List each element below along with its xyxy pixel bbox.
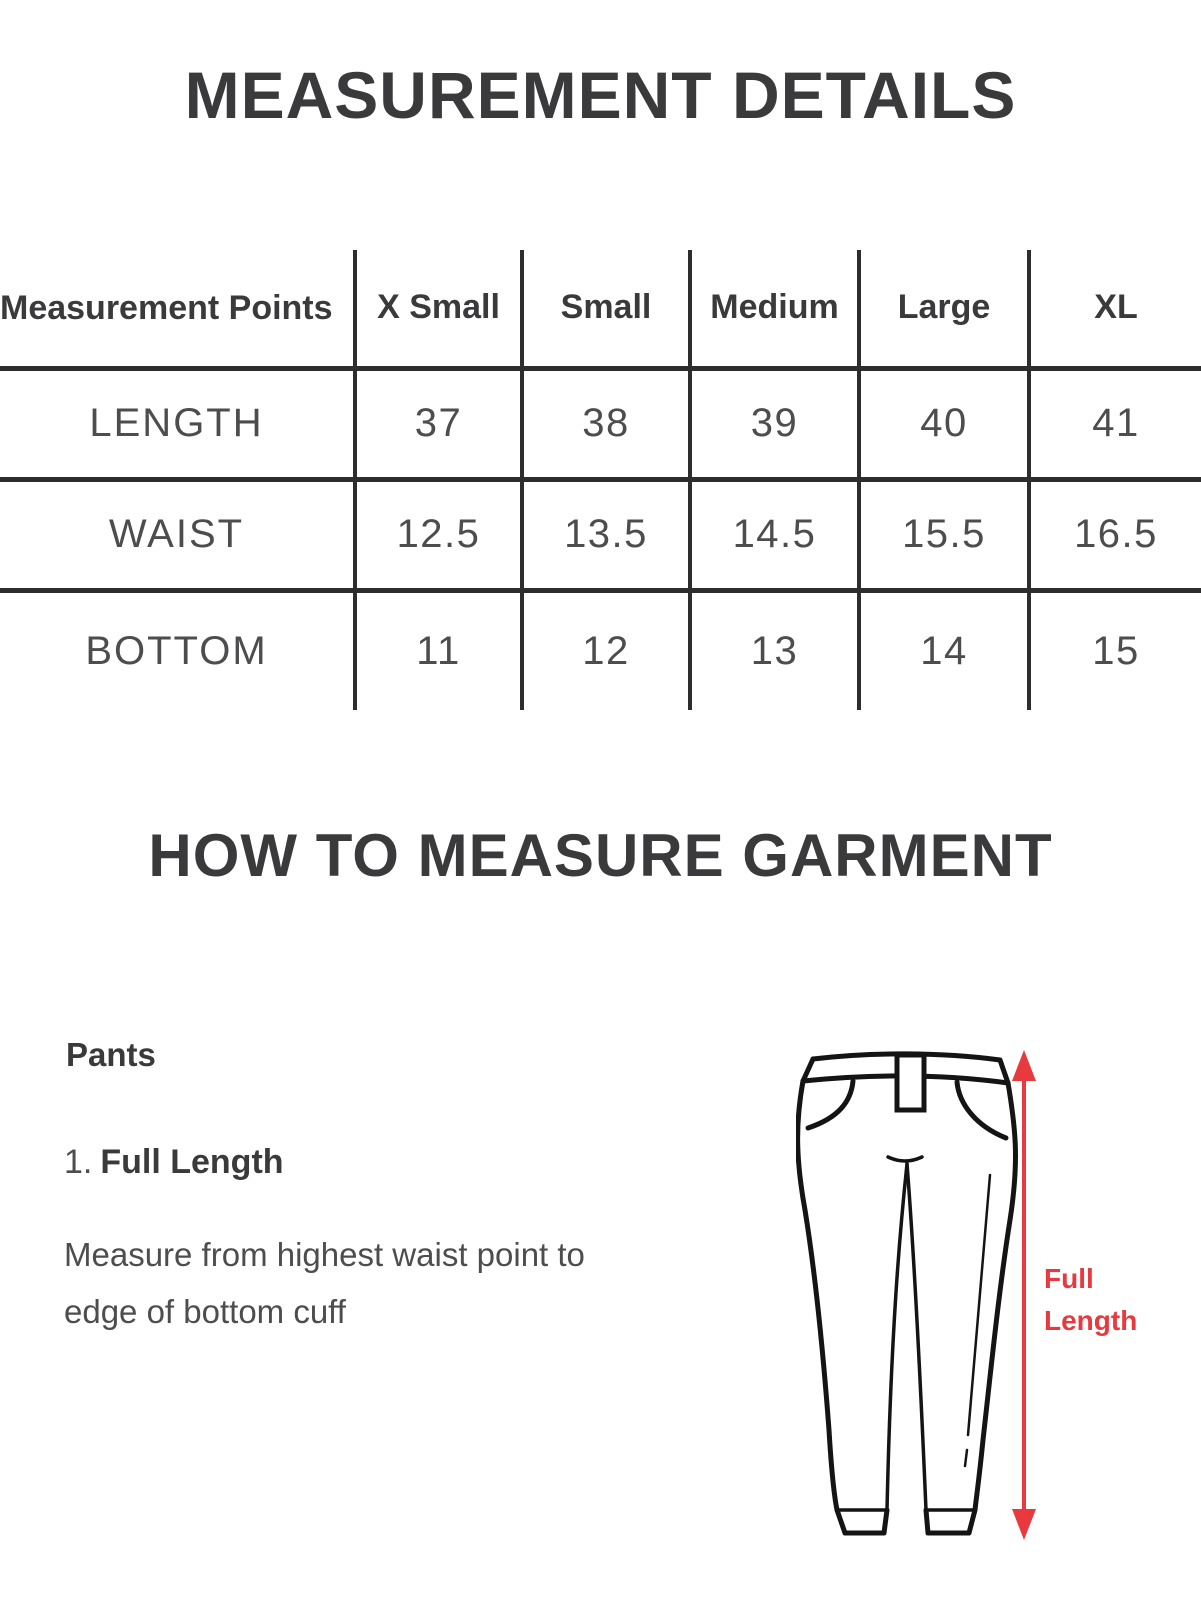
left-outer-seam: [798, 1081, 837, 1510]
column-header-measurement-points: Measurement Points: [0, 250, 355, 368]
arrow-label-line: Length: [1044, 1305, 1138, 1336]
table-cell: 14.5: [690, 479, 859, 590]
arrow-head-down: [1012, 1509, 1036, 1540]
arrow-head-up: [1012, 1050, 1036, 1081]
table-cell: 38: [522, 368, 690, 479]
table-cell: 14: [859, 590, 1029, 710]
step-description-line: edge of bottom cuff: [64, 1293, 346, 1330]
table-cell: 16.5: [1029, 479, 1201, 590]
table-row-bottom: [0, 590, 1201, 710]
column-header-medium: Medium: [690, 250, 859, 368]
garment-label: Pants: [66, 1036, 156, 1073]
table-cell: 15: [1029, 590, 1201, 710]
step-name: Full Length: [100, 1143, 284, 1181]
table-cell: 15.5: [859, 479, 1029, 590]
step-title: [64, 1143, 284, 1182]
step-description-line: Measure from highest waist point to: [64, 1236, 585, 1273]
table-cell: 37: [355, 368, 522, 479]
step-number: 1.: [64, 1143, 93, 1181]
arrow-label: [1044, 1258, 1137, 1342]
table-cell: 13: [690, 590, 859, 710]
page-title: MEASUREMENT DETAILS: [184, 58, 1017, 132]
table-cell: 39: [690, 368, 859, 479]
row-label: BOTTOM: [85, 628, 268, 673]
table-header-row: [0, 250, 1201, 368]
table-cell: 13.5: [522, 479, 690, 590]
left-inner-seam: [887, 1164, 907, 1510]
table-cell: 11: [355, 590, 522, 710]
table-cell: 41: [1029, 368, 1201, 479]
right-inner-seam: [907, 1164, 926, 1510]
table-cell: 12.5: [355, 479, 522, 590]
arrow-label-line: Full: [1044, 1263, 1094, 1294]
step-description: [64, 1226, 764, 1340]
left-pocket-curve: [808, 1081, 853, 1128]
table-row-waist: [0, 479, 1201, 590]
left-cuff-sides: [837, 1510, 887, 1533]
right-cuff-sides: [926, 1510, 975, 1533]
row-label: WAIST: [0, 479, 355, 590]
right-pocket-curve: [957, 1082, 1006, 1138]
column-header-xl: XL: [1029, 250, 1201, 368]
column-header-small: Small: [522, 250, 690, 368]
measurement-table: [0, 250, 1201, 710]
right-leg-crease-dash: [965, 1450, 967, 1466]
belt-loop: [897, 1055, 924, 1110]
section-title: HOW TO MEASURE GARMENT: [148, 822, 1053, 889]
pants-illustration: [796, 1050, 1020, 1540]
table-cell: 12: [522, 590, 690, 710]
row-label: LENGTH: [0, 368, 355, 479]
full-length-arrow: [1006, 1050, 1042, 1540]
column-header-xsmall: X Small: [355, 250, 522, 368]
fly-smile: [888, 1157, 922, 1161]
table-cell: 40: [859, 368, 1029, 479]
column-header-large: Large: [859, 250, 1029, 368]
table-row-length: [0, 368, 1201, 479]
